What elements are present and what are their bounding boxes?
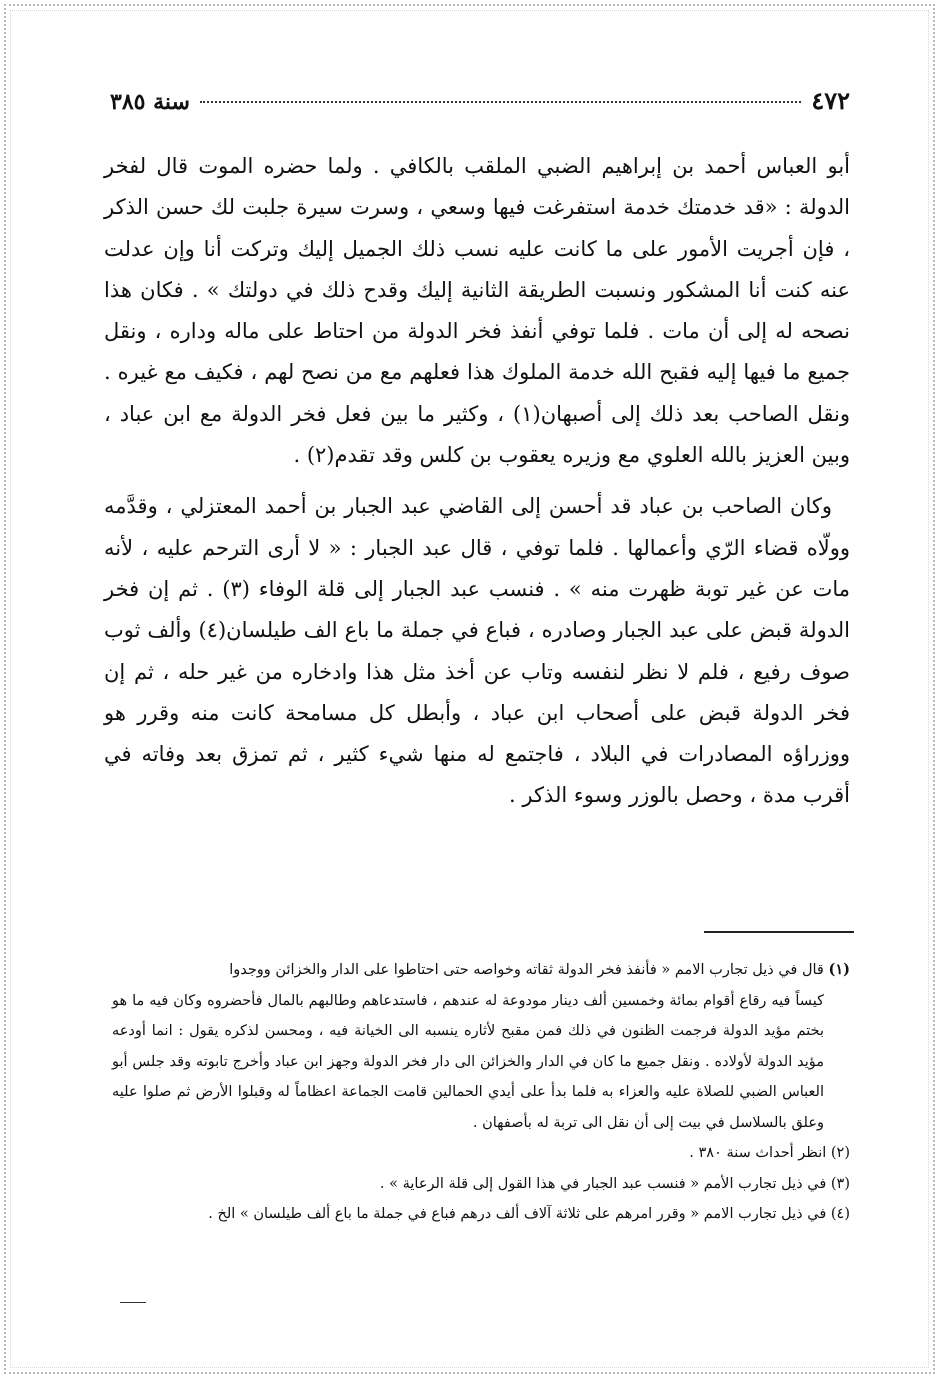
page-header (110, 86, 850, 120)
main-text (104, 146, 850, 817)
end-mark-dash (120, 1302, 146, 1303)
footnote-1-text-start: قال في ذيل تجارب الامم « فأنفذ فخر الدولة ثقاته وخواصه حتى احتاطوا على الدار والخزائن ووجدوا (229, 962, 824, 978)
footnote-1-number: (١) (828, 961, 850, 978)
footnotes (112, 955, 850, 1230)
paragraph-2: وكان الصاحب بن عباد قد أحسن إلى القاضي عبد الجبار بن أحمد المعتزلي ، وقدَّمه وولّاه قضاء الرّي وأعمالها . فلما توفي ، قال عبد الجبار : « لا أرى الترحم عليه ، لأنه مات عن غير توبة ظهرت منه » . فنسب عبد الجبار إلى قلة الوفاء (٣) . ثم إن فخر الدولة قبض على عبد الجبار وصادره ، فباع في جملة ما باع الف طيلسان(٤) وألف ثوب صوف رفيع ، فلم لا نظر لنفسه وتاب عن أخذ مثل هذا وادخاره من غير حله ، ثم إن فخر الدولة قبض على أصحاب ابن عباد ، وأبطل كل مسامحة كانت منه وقرر هو ووزراؤه المصادرات في البلاد ، فاجتمع له منها شيء كثير ، ثم تمزق بعد وفاته في أقرب مدة ، وحصل بالوزر وسوء الذكر . (104, 494, 850, 808)
page-number: ٤٧٢ (811, 86, 850, 115)
footnote-1-first-line (112, 955, 850, 986)
footnote-2: (٢) انظر أحداث سنة ٣٨٠ . (689, 1145, 850, 1161)
footnote-3: (٣) في ذيل تجارب الأمم « فنسب عبد الجبار في هذا القول إلى قلة الرعاية » . (379, 1175, 850, 1192)
running-title-year: سنة ٣٨٥ (110, 89, 190, 115)
footnote-1-continuation: كيساً فيه رقاع أقوام بمائة وخمسين ألف دينار مودوعة له عندهم ، فاستدعاهم وطالبهم بالمال فأحضروه وكان فيه ما هو بختم مؤيد الدولة فرجمت الظنون في ذلك فمن مقبح لأثاره ينسبه الى الخيانة فيه ، ومحسن لذكره يقول : انما أودعه مؤيد الدولة لأولاده . ونقل جميع ما كان في الدار والخزائن الى دار فخر الدولة وجهز ابن عباد وأخرج تابوته وقد جلس أبو العباس الضبي للصلاة عليه والعزاء به فلما بدأ على أيدي الحمالين قامت الجماعة اعظاماً له وقبلوا الأرض ثم صلوا عليه وعلق بالسلاسل في بيت إلى أن نقل الى تربة له بأصفهان . (112, 992, 824, 1131)
paragraph-1: أبو العباس أحمد بن إبراهيم الضبي الملقب بالكافي . ولما حضره الموت قال لفخر الدولة : «قد خدمتك خدمة استفرغت فيها وسعي ، وسرت سيرة جلبت لك حسن الذكر ، فإن أجريت الأمور على ما كانت عليه نسب ذلك الجميل إليك وتركت أنا وإن عدلت عنه كنت أنا المشكور ونسبت الطريقة الثانية إليك وقدح ذلك في دولتك » . فكان هذا نصحه له إلى أن مات . فلما توفي أنفذ فخر الدولة من احتاط على ماله وداره ، ونقل جميع ما فيها إليه فقبح الله خدمة الملوك هذا فعلهم مع من نصح لهم ، فكيف مع غيره . ونقل الصاحب بعد ذلك إلى أصبهان(١) ، وكثير ما بين فعل فخر الدولة مع ابن عباد ، وبين العزيز بالله العلوي مع وزيره يعقوب بن كلس وقد تقدم(٢) . (104, 154, 850, 468)
footnote-separator (704, 931, 854, 933)
footnote-4: (٤) في ذيل تجارب الامم « وقرر امرهم على ثلاثة آلاف ألف درهم فباع في جملة ما باع ألف طيلسان » الخ . (208, 1206, 850, 1222)
header-dotted-leader (200, 101, 801, 103)
